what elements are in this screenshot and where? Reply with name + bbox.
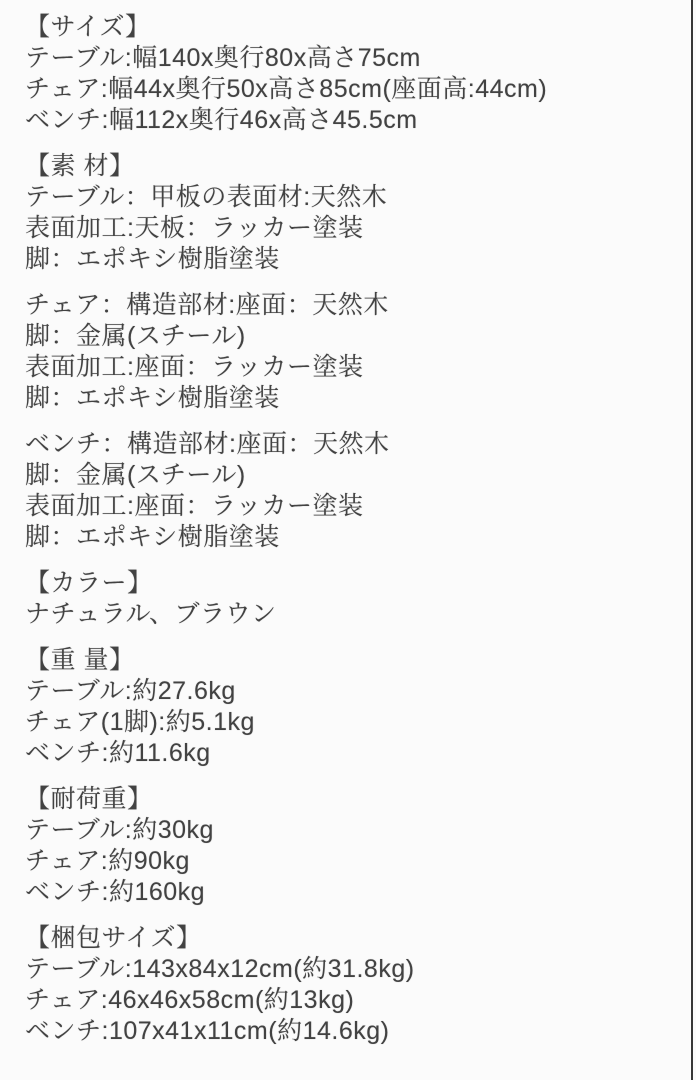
color-options-line: ナチュラル、ブラウン xyxy=(25,600,277,628)
section-size-heading: 【サイズ】 xyxy=(25,13,151,41)
material-table-finish-line: 表面加工:天板：ラッカー塗装 xyxy=(25,214,364,242)
size-table-line: テーブル:幅140x奥行80x高さ75cm xyxy=(25,44,421,72)
material-bench-structure-line: ベンチ：構造部材:座面：天然木 xyxy=(25,430,390,458)
section-weight-heading: 【重 量】 xyxy=(25,646,135,674)
material-chair-legs-finish-line: 脚：エポキシ樹脂塗装 xyxy=(25,384,280,412)
material-table-surface-line: テーブル：甲板の表面材:天然木 xyxy=(25,183,388,211)
size-bench-line: ベンチ:幅112x奥行46x高さ45.5cm xyxy=(25,106,418,134)
section-weight xyxy=(25,645,686,769)
weight-chair-line: チェア(1脚):約5.1kg xyxy=(25,708,255,736)
load-table-line: テーブル:約30kg xyxy=(25,816,214,844)
section-size xyxy=(25,12,686,136)
package-table-line: テーブル:143x84x12cm(約31.8kg) xyxy=(25,955,415,983)
section-package-size-heading: 【梱包サイズ】 xyxy=(25,924,202,952)
load-bench-line: ベンチ:約160kg xyxy=(25,878,206,906)
weight-bench-line: ベンチ:約11.6kg xyxy=(25,739,211,767)
package-chair-line: チェア:46x46x58cm(約13kg) xyxy=(25,986,355,1014)
right-edge-scan-line xyxy=(691,0,693,1080)
section-material-bench xyxy=(25,429,686,553)
section-material-chair xyxy=(25,290,686,414)
section-load-capacity xyxy=(25,784,686,908)
material-table-legs-line: 脚：エポキシ樹脂塗装 xyxy=(25,245,280,273)
section-color xyxy=(25,568,686,630)
material-chair-finish-line: 表面加工:座面：ラッカー塗装 xyxy=(25,353,364,381)
section-package-size xyxy=(25,923,686,1047)
weight-table-line: テーブル:約27.6kg xyxy=(25,677,236,705)
material-chair-structure-line: チェア：構造部材:座面：天然木 xyxy=(25,291,389,319)
section-material-table xyxy=(25,151,686,275)
load-chair-line: チェア:約90kg xyxy=(25,847,190,875)
section-color-heading: 【カラー】 xyxy=(25,569,153,597)
package-bench-line: ベンチ:107x41x11cm(約14.6kg) xyxy=(25,1017,390,1045)
section-load-capacity-heading: 【耐荷重】 xyxy=(25,785,153,813)
section-material-heading: 【素 材】 xyxy=(25,152,135,180)
material-bench-legs-line: 脚：金属(スチール) xyxy=(25,461,246,489)
material-bench-legs-finish-line: 脚：エポキシ樹脂塗装 xyxy=(25,523,280,551)
size-chair-line: チェア:幅44x奥行50x高さ85cm(座面高:44cm) xyxy=(25,75,548,103)
material-chair-legs-line: 脚：金属(スチール) xyxy=(25,322,246,350)
material-bench-finish-line: 表面加工:座面：ラッカー塗装 xyxy=(25,492,364,520)
